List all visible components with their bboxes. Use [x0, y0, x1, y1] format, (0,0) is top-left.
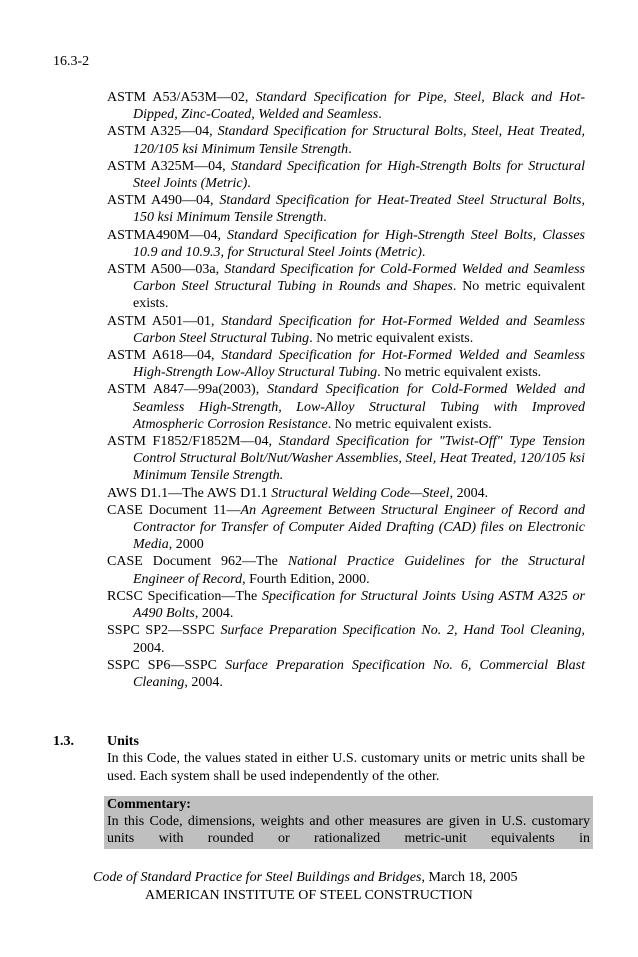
commentary-heading: Commentary: — [107, 797, 191, 812]
reference-item: ASTM F1852/F1852M—04, Standard Specification for "Twist-Off" Type Tension Control Structural Bolt/Nut/Washer Assemblies, Steel, Heat Treated, 120/105 ksi Minimum Tensile Strength. — [107, 434, 585, 484]
reference-item: ASTM A53/A53M—02, Standard Specification for Pipe, Steel, Black and Hot-Dipped, Zinc-Coated, Welded and Seamless. — [107, 90, 586, 123]
section-body: In this Code, the values stated in either U.S. customary units or metric units shall be used. Each system shall be used independently of the other. — [107, 751, 585, 784]
reference-item: AWS D1.1—The AWS D1.1 Structural Welding Code—Steel, 2004. — [107, 485, 489, 501]
reference-item: CASE Document 962—The National Practice Guidelines for the Structural Engineer of Record, Fourth Edition, 2000. — [107, 554, 585, 587]
reference-item: RCSC Specification—The Specification for Structural Joints Using ASTM A325 or A490 Bolts, 2004. — [107, 588, 585, 622]
commentary-box — [104, 796, 593, 849]
reference-item: ASTM A490—04, Standard Specification for Heat-Treated Steel Structural Bolts, 150 ksi Minimum Tensile Strength. — [107, 193, 585, 226]
section-number: 1.3. — [53, 734, 74, 749]
footer-doc-line — [93, 869, 518, 886]
reference-item: CASE Document 11—An Agreement Between Structural Engineer of Record and Contractor for Transfer of Computer Aided Drafting (CAD) files on Electronic Media, 2000 — [107, 502, 585, 553]
reference-item: ASTM A500—03a, Standard Specification for Cold-Formed Welded and Seamless Carbon Steel Structural Tubing in Rounds and Shapes. No metric equivalent exists. — [107, 262, 585, 312]
page-number: 16.3-2 — [53, 54, 90, 69]
reference-item: SSPC SP2—SSPC Surface Preparation Specification No. 2, Hand Tool Cleaning, 2004. — [107, 623, 586, 656]
reference-item: ASTM A501—01, Standard Specification for Hot-Formed Welded and Seamless Carbon Steel Structural Tubing. No metric equivalent exists. — [107, 313, 585, 346]
reference-item: ASTM A325—04, Standard Specification for Structural Bolts, Steel, Heat Treated, 120/105 ksi Minimum Tensile Strength. — [107, 124, 585, 157]
reference-item: ASTM A847—99a(2003), Standard Specification for Cold-Formed Welded and Seamless High-Strength, Low-Alloy Structural Tubing with Improved Atmospheric Corrosion Resistance. No metric equivalent exists. — [107, 382, 585, 432]
reference-item: ASTMA490M—04, Standard Specification for High-Strength Steel Bolts, Classes 10.9 and 10.9.3, for Structural Steel Joints (Metric). — [107, 227, 585, 260]
reference-item: ASTM A618—04, Standard Specification for Hot-Formed Welded and Seamless High-Strength Low-Alloy Structural Tubing. No metric equivalent exists. — [107, 348, 585, 381]
reference-list — [107, 89, 585, 691]
footer-organization: AMERICAN INSTITUTE OF STEEL CONSTRUCTION — [145, 888, 473, 903]
footer-doc-title: Code of Standard Practice for Steel Buildings and Bridges — [93, 870, 422, 885]
section-title: Units — [107, 734, 139, 749]
section-heading — [53, 733, 585, 750]
footer-date: , March 18, 2005 — [421, 870, 518, 885]
reference-item: SSPC SP6—SSPC Surface Preparation Specification No. 6, Commercial Blast Cleaning, 2004. — [107, 657, 585, 690]
commentary-body: In this Code, dimensions, weights and other measures are given in U.S. customary units with rounded or rationalized metric-unit equivalents in — [107, 814, 590, 847]
section-units — [53, 733, 585, 785]
reference-item: ASTM A325M—04, Standard Specification for High-Strength Bolts for Structural Steel Joints (Metric). — [107, 158, 585, 192]
